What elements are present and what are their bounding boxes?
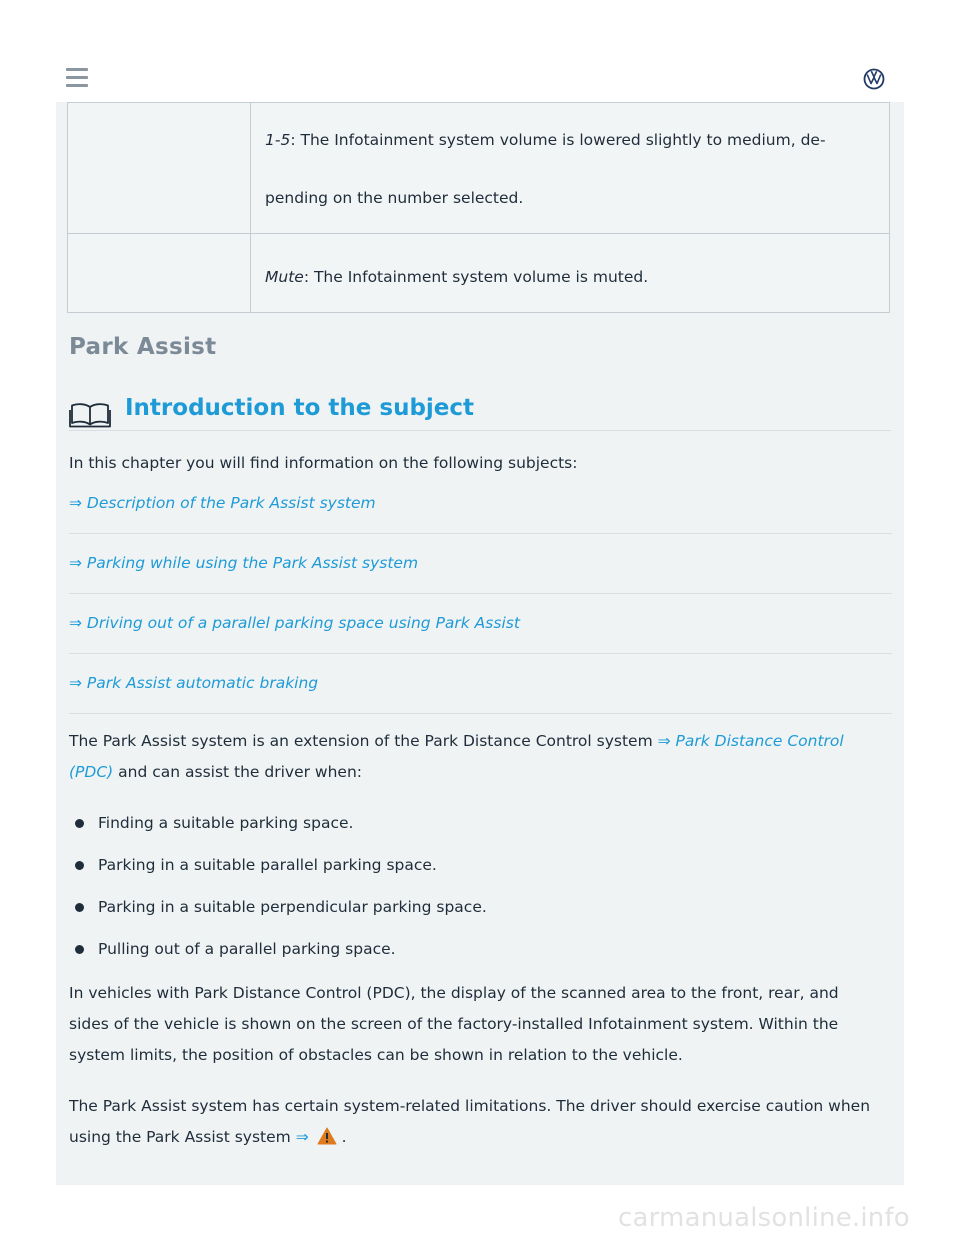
- option-description: : The Infotainment system volume is muted.: [303, 268, 649, 286]
- bullet-icon: [75, 861, 84, 870]
- table-cell-label: [68, 103, 251, 234]
- list-item: [69, 654, 892, 714]
- table-row: [68, 234, 890, 313]
- link-description-park-assist[interactable]: ⇒ Description of the Park Assist system: [69, 494, 376, 512]
- watermark: carmanualsonline.info: [618, 1203, 910, 1233]
- link-automatic-braking[interactable]: ⇒ Park Assist automatic braking: [69, 674, 319, 692]
- list-item-text: Finding a suitable parking space.: [98, 814, 354, 832]
- hamburger-menu-icon[interactable]: [66, 68, 88, 88]
- option-name: 1-5: [265, 131, 291, 149]
- paragraph-text: The Park Assist system has certain system-related limitations. The driver should exercise caution when using the Park Assist system: [69, 1097, 871, 1146]
- paragraph-text: and can assist the driver when:: [113, 763, 362, 781]
- option-name: Mute: [265, 268, 304, 286]
- list-item: [69, 892, 487, 934]
- option-description: : The Infotainment system volume is lowered slightly to medium, de-pending on the number selected.: [265, 131, 826, 207]
- table-cell-value: [251, 234, 890, 313]
- list-item: [69, 850, 487, 892]
- list-item-text: Pulling out of a parallel parking space.: [98, 940, 396, 958]
- link-warning[interactable]: ⇒: [295, 1128, 309, 1146]
- list-item-text: Parking in a suitable parallel parking space.: [98, 856, 437, 874]
- link-pdc[interactable]: ⇒ Park Distance Control (PDC): [69, 732, 844, 781]
- list-item: [69, 934, 487, 976]
- table-cell-label: [68, 234, 251, 313]
- warning-triangle-icon[interactable]: [317, 1127, 337, 1145]
- list-item-text: Parking in a suitable perpendicular parking space.: [98, 898, 487, 916]
- table-cell-value: [251, 103, 890, 234]
- subject-links: [69, 474, 892, 714]
- paragraph-text: The Park Assist system is an extension of the Park Distance Control system: [69, 732, 658, 750]
- bullet-icon: [75, 945, 84, 954]
- table-row: [68, 103, 890, 234]
- list-item: [69, 474, 892, 534]
- volume-table: [67, 102, 890, 313]
- link-driving-out-parallel[interactable]: ⇒ Driving out of a parallel parking space using Park Assist: [69, 614, 520, 632]
- paragraph-pdc-display: In vehicles with Park Distance Control (PDC), the display of the scanned area to the front, rear, and sides of the vehicle is shown on the screen of the factory-installed Infotainment system. Within the system limits, the position of obstacles can be shown in relation to the vehicle.: [69, 984, 839, 1064]
- list-item: [69, 594, 892, 654]
- intro-text: In this chapter you will find information on the following subjects:: [69, 454, 578, 472]
- link-parking-park-assist[interactable]: ⇒ Parking while using the Park Assist system: [69, 554, 419, 572]
- paragraph-text: .: [336, 1128, 347, 1146]
- list-item: [69, 534, 892, 594]
- paragraph-intro: [69, 726, 879, 788]
- intro-heading: [69, 394, 891, 431]
- content-panel: [56, 102, 904, 1185]
- bullet-icon: [75, 903, 84, 912]
- list-item: [69, 808, 487, 850]
- intro-title: Introduction to the subject: [125, 395, 475, 421]
- open-book-icon: [69, 402, 111, 428]
- bullet-icon: [75, 819, 84, 828]
- paragraph-limitations: [69, 1091, 879, 1153]
- section-title: Park Assist: [69, 334, 217, 360]
- feature-list: [69, 808, 487, 976]
